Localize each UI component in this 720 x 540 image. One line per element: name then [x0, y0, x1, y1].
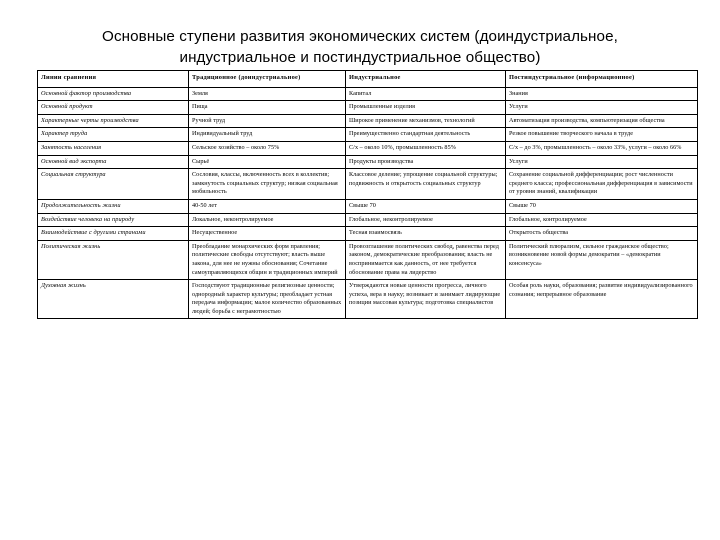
cell-industrial: Широкое применение механизмов, технологий	[346, 114, 506, 128]
cell-postindustrial: Знания	[506, 87, 698, 101]
page-title	[36, 26, 684, 68]
table-row	[38, 101, 698, 115]
table-row	[38, 87, 698, 101]
cell-industrial: Промышленные изделия	[346, 101, 506, 115]
cell-industrial: С/х – около 10%, промышленность 85%	[346, 141, 506, 155]
cell-industrial: Тесная взаимосвязь	[346, 227, 506, 241]
table-row	[38, 213, 698, 227]
comparison-table	[37, 70, 698, 319]
cell-traditional: Пища	[189, 101, 346, 115]
row-label: Воздействие человека на природу	[38, 213, 189, 227]
table-row	[38, 141, 698, 155]
row-label: Духовная жизнь	[38, 280, 189, 319]
table-row	[38, 199, 698, 213]
row-label: Политическая жизнь	[38, 240, 189, 279]
cell-traditional: Земля	[189, 87, 346, 101]
row-label: Занятость населения	[38, 141, 189, 155]
row-label: Основной продукт	[38, 101, 189, 115]
cell-postindustrial: Сохранение социальной дифференциации; рост численности среднего класса; профессиональная дифференциация в зависимости от уровня знаний, квалификации	[506, 169, 698, 200]
column-header-traditional: Традиционное (доиндустриальное)	[189, 71, 346, 88]
cell-postindustrial: Открытость общества	[506, 227, 698, 241]
cell-industrial: Преимущественно стандартная деятельность	[346, 128, 506, 142]
table-row	[38, 128, 698, 142]
row-label: Основной фактор производства	[38, 87, 189, 101]
table-row	[38, 114, 698, 128]
table-row	[38, 155, 698, 169]
cell-traditional: Локальное, неконтролируемое	[189, 213, 346, 227]
row-label: Характер труда	[38, 128, 189, 142]
row-label: Взаимодействие с другими странами	[38, 227, 189, 241]
cell-traditional: Ручной труд	[189, 114, 346, 128]
cell-industrial: Утверждаются новые ценности прогресса, личного успеха, вера в науку; возникает и занимает лидирующие позиции массовая культура; подготовка специалистов	[346, 280, 506, 319]
cell-postindustrial: Глобальное, контролируемое	[506, 213, 698, 227]
table-row	[38, 280, 698, 319]
cell-traditional: Сословия, классы, включенность всех в коллектив; замкнутость социальных структур; низкая социальная мобильность	[189, 169, 346, 200]
page-title-line-2: индустриальное и постиндустриальное общество)	[179, 49, 541, 66]
cell-postindustrial: Автоматизация производства, компьютеризация общества	[506, 114, 698, 128]
cell-traditional: Несущественное	[189, 227, 346, 241]
cell-postindustrial: Услуги	[506, 155, 698, 169]
cell-industrial: Продукты производства	[346, 155, 506, 169]
cell-traditional: Господствуют традиционные религиозные ценности; однородный характер культуры; преобладает устная передача информации; малое количество образованных людей; борьба с неграмотностью	[189, 280, 346, 319]
cell-postindustrial: Услуги	[506, 101, 698, 115]
cell-postindustrial: Свыше 70	[506, 199, 698, 213]
row-label: Продолжительность жизни	[38, 199, 189, 213]
row-label: Социальная структура	[38, 169, 189, 200]
column-header-criteria: Линии сравнения	[38, 71, 189, 88]
cell-postindustrial: Политический плюрализм, сильное гражданское общество; возникновение новой формы демократии – «демократии консенсуса»	[506, 240, 698, 279]
cell-traditional: Сельское хозяйство – около 75%	[189, 141, 346, 155]
cell-traditional: Преобладание монархических форм правления; политические свободы отсутствуют; власть выше закона, для нее не нужны обоснования; Сочетание самоуправляющихся общин и традиционных империй	[189, 240, 346, 279]
cell-traditional: Сырьё	[189, 155, 346, 169]
table-row	[38, 169, 698, 200]
column-header-postindustrial: Постиндустриальное (информационное)	[506, 71, 698, 88]
row-label: Основной вид экспорта	[38, 155, 189, 169]
row-label: Характерные черты производства	[38, 114, 189, 128]
cell-industrial: Капитал	[346, 87, 506, 101]
table-header-row	[38, 71, 698, 88]
table-row	[38, 227, 698, 241]
column-header-industrial: Индустриальное	[346, 71, 506, 88]
table-row	[38, 240, 698, 279]
cell-postindustrial: С/х – до 3%, промышленность – около 33%, услуги – около 66%	[506, 141, 698, 155]
cell-traditional: 40-50 лет	[189, 199, 346, 213]
cell-industrial: Провозглашение политических свобод, равенства перед законом, демократические преобразования; власть не воспринимается как данность, от нее требуется обоснование права на лидерство	[346, 240, 506, 279]
cell-traditional: Индивидуальный труд	[189, 128, 346, 142]
cell-postindustrial: Особая роль науки, образования; развитие индивидуализированного сознания; непрерывное образование	[506, 280, 698, 319]
cell-industrial: Свыше 70	[346, 199, 506, 213]
page-title-line-1: Основные ступени развития экономических систем (доиндустриальное,	[102, 28, 618, 45]
cell-industrial: Глобальное, неконтролируемое	[346, 213, 506, 227]
cell-industrial: Классовое деление; упрощение социальной структуры; подвижность и открытость социальных структур	[346, 169, 506, 200]
cell-postindustrial: Резкое повышение творческого начала в труде	[506, 128, 698, 142]
